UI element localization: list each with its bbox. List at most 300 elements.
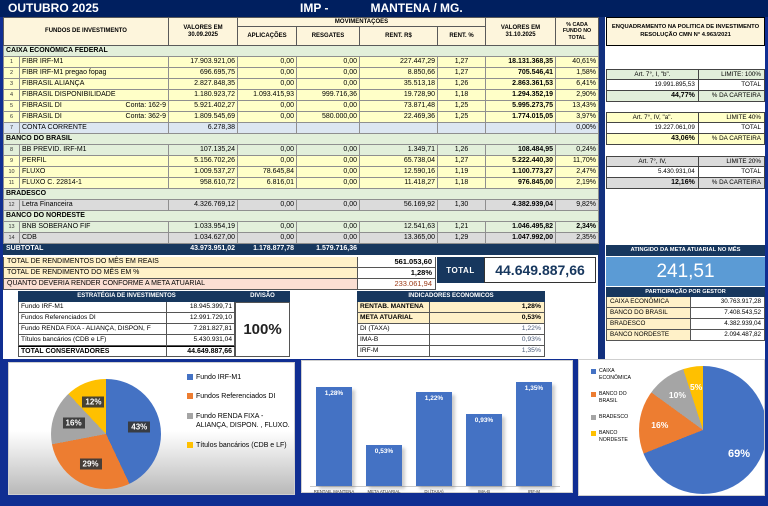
subtotal-empty	[556, 244, 599, 255]
rent-pct-cell[interactable]: 1,29	[438, 233, 486, 244]
gestor-value[interactable]: 7.408.543,52	[691, 308, 765, 319]
valor-3110-cell[interactable]: 1.047.992,00	[486, 233, 556, 244]
subtotal-label: SUBTOTAL	[4, 244, 169, 255]
legend-label: BRADESCO	[599, 414, 629, 421]
estrategia-row[interactable]	[18, 324, 235, 335]
row-number[interactable]: 10	[4, 167, 20, 178]
participacao-por-gestor-slice-label: 69%	[727, 448, 750, 461]
divisao-value[interactable]: 100%	[235, 302, 290, 357]
gestor-name: BANCO DO BRASIL	[606, 308, 691, 319]
row-number[interactable]: 7	[4, 123, 20, 134]
enq-limite: LIMITE 40%	[726, 114, 761, 121]
fund-row[interactable]	[4, 156, 599, 167]
fund-row[interactable]	[4, 101, 599, 112]
indicador-row[interactable]	[357, 302, 545, 313]
pct-total-cell[interactable]: 0,24%	[556, 145, 599, 156]
report-entity	[300, 0, 463, 17]
valor-0930-cell[interactable]: 1.033.954,19	[169, 222, 238, 233]
enq-limite: LIMITE: 100%	[721, 71, 761, 78]
rent-pct-cell[interactable]: 1,26	[438, 79, 486, 90]
fund-name: BNB SOBERANO FIF	[22, 223, 91, 230]
section-row[interactable]	[4, 134, 599, 145]
valor-3110-cell[interactable]: 5.222.440,30	[486, 156, 556, 167]
subtotal-resgates[interactable]: 1.579.716,36	[297, 244, 360, 255]
resgates-cell[interactable]: 0,00	[297, 233, 360, 244]
indicador-row[interactable]	[357, 324, 545, 335]
enq-total-label: TOTAL	[741, 81, 761, 88]
legend-item	[187, 392, 292, 401]
totais-label: TOTAL DE RENDIMENTO DO MÊS EM %	[3, 268, 358, 279]
valor-3110-cell[interactable]: 1.100.773,27	[486, 167, 556, 178]
section-name: BANCO DO BRASIL	[4, 134, 599, 145]
legend-label: CAIXA ECONÔMICA	[599, 368, 631, 382]
valor-0930-cell[interactable]: 6.278,38	[169, 123, 238, 134]
indicador-value[interactable]: 1,28%	[430, 302, 545, 313]
header-valores-0930[interactable]: VALORES EM 30.09.2025	[169, 18, 238, 46]
aplicacoes-cell[interactable]: 0,00	[238, 156, 297, 167]
rent-rs-cell[interactable]: 73.871,48	[360, 101, 438, 112]
fund-row[interactable]	[4, 79, 599, 90]
enquadramento-block	[606, 69, 765, 102]
indicadores-header: INDICADORES ECONOMICOS	[357, 291, 545, 302]
aplicacoes-cell[interactable]: 1.093.415,93	[238, 90, 297, 101]
subtotal-empty	[486, 244, 556, 255]
gestor-name: BRADESCO	[606, 319, 691, 330]
enquadramento-block	[606, 112, 765, 145]
fund-name-cell[interactable]	[20, 123, 169, 134]
gestor-value[interactable]: 2.094.487,82	[691, 330, 765, 341]
legend-item	[591, 430, 637, 444]
pct-total-cell[interactable]: 13,43%	[556, 101, 599, 112]
participacao-row[interactable]	[606, 319, 765, 330]
participacao-por-gestor-slice-label: 5%	[690, 382, 703, 393]
pie-chart-gestor-panel	[578, 359, 765, 496]
fund-row[interactable]	[4, 90, 599, 101]
fund-name-cell[interactable]	[20, 112, 169, 123]
rent-pct-cell[interactable]: 1,30	[438, 200, 486, 211]
divisao-por-estrategia-slice-label: 29%	[80, 459, 102, 470]
funds-table[interactable]	[3, 17, 599, 255]
fund-name-cell[interactable]	[20, 68, 169, 79]
pct-total-cell[interactable]: 0,00%	[556, 123, 599, 134]
fund-name: BB PREVID. IRF-M1	[22, 146, 87, 153]
rent-rs-cell[interactable]: 35.513,18	[360, 79, 438, 90]
row-number[interactable]: 5	[4, 101, 20, 112]
valor-0930-cell[interactable]: 4.326.769,12	[169, 200, 238, 211]
valor-3110-cell[interactable]: 5.995.273,75	[486, 101, 556, 112]
rent-pct-cell[interactable]: 1,21	[438, 222, 486, 233]
enq-total-label: TOTAL	[741, 124, 761, 131]
estrategia-header: ESTRATÉGIA DE INVESTIMENTOS	[18, 291, 235, 302]
resgates-cell[interactable]: 0,00	[297, 68, 360, 79]
totais-value[interactable]: 1,28%	[358, 268, 436, 279]
pct-total-cell[interactable]: 9,82%	[556, 200, 599, 211]
bar-value-label: 1,22%	[424, 395, 444, 402]
rent-rs-cell[interactable]: 65.738,04	[360, 156, 438, 167]
valor-0930-cell[interactable]: 958.610,72	[169, 178, 238, 189]
valor-0930-cell[interactable]: 696.695,75	[169, 68, 238, 79]
subtotal-empty	[438, 244, 486, 255]
gestor-value[interactable]: 30.763.917,28	[691, 297, 765, 308]
pct-total-cell[interactable]: 3,97%	[556, 112, 599, 123]
fund-row[interactable]	[4, 145, 599, 156]
fund-name: CDB	[22, 234, 37, 241]
fund-row[interactable]	[4, 57, 599, 68]
rent-rs-cell[interactable]: 12.590,16	[360, 167, 438, 178]
rent-pct-cell[interactable]: 1,19	[438, 167, 486, 178]
valor-3110-cell[interactable]	[486, 123, 556, 134]
total-label-cell[interactable]: TOTAL	[437, 257, 484, 283]
estrategia-name: Fundo IRF-M1	[18, 302, 167, 313]
fund-name-cell[interactable]	[20, 57, 169, 68]
rent-pct-cell[interactable]: 1,26	[438, 145, 486, 156]
resgates-cell[interactable]	[297, 123, 360, 134]
estrategia-row[interactable]	[18, 346, 235, 357]
aplicacoes-cell[interactable]: 6.816,01	[238, 178, 297, 189]
valor-3110-cell[interactable]: 2.863.361,53	[486, 79, 556, 90]
rent-pct-cell[interactable]: 1,27	[438, 156, 486, 167]
aplicacoes-cell[interactable]: 0,00	[238, 101, 297, 112]
indicador-row[interactable]	[357, 335, 545, 346]
aplicacoes-cell[interactable]: 0,00	[238, 233, 297, 244]
rent-pct-cell[interactable]: 1,27	[438, 68, 486, 79]
enquadramento-block	[606, 156, 765, 189]
valor-0930-cell[interactable]: 1.180.923,72	[169, 90, 238, 101]
enquadramento-header: ENQUADRAMENTO NA POLITICA DE INVESTIMENTO RESOLUÇÃO CMN N° 4.963/2021	[606, 17, 765, 46]
rent-rs-cell[interactable]: 19.728,90	[360, 90, 438, 101]
fund-name: FIBRASIL DI	[22, 102, 62, 109]
indicador-bar	[466, 414, 502, 486]
fund-row[interactable]	[4, 68, 599, 79]
participacao-row[interactable]	[606, 308, 765, 319]
rent-rs-cell[interactable]	[360, 123, 438, 134]
fund-name-cell[interactable]	[20, 222, 169, 233]
totais-row[interactable]	[3, 268, 436, 279]
participacao-row[interactable]	[606, 330, 765, 341]
pct-total-cell[interactable]: 11,70%	[556, 156, 599, 167]
bar-category-label: DI (TAXA)	[424, 489, 444, 494]
estrategia-row[interactable]	[18, 302, 235, 313]
fund-row[interactable]	[4, 222, 599, 233]
legend-item	[187, 373, 292, 382]
pct-total-cell[interactable]: 2,19%	[556, 178, 599, 189]
indicador-label: IRF-M	[357, 346, 430, 357]
legend-swatch	[591, 431, 596, 436]
legend-label: BANCO DO BRASIL	[599, 391, 627, 405]
resgates-cell[interactable]: 0,00	[297, 200, 360, 211]
legend-label: Fundos Referenciados DI	[196, 393, 276, 401]
vertical-divider	[598, 17, 605, 359]
rent-rs-cell[interactable]: 11.418,27	[360, 178, 438, 189]
legend-swatch	[187, 374, 193, 380]
fund-name: FIBRASIL ALIANÇA	[22, 80, 85, 87]
resgates-cell[interactable]: 0,00	[297, 167, 360, 178]
valor-3110-cell[interactable]: 705.546,41	[486, 68, 556, 79]
indicador-value[interactable]: 0,53%	[430, 313, 545, 324]
valor-3110-cell[interactable]: 4.382.939,04	[486, 200, 556, 211]
section-name: BRADESCO	[4, 189, 599, 200]
indicador-value[interactable]: 1,22%	[430, 324, 545, 335]
subtotal-row[interactable]	[4, 244, 599, 255]
rent-pct-cell[interactable]: 1,25	[438, 112, 486, 123]
estrategia-value[interactable]: 12.991.729,10	[167, 313, 235, 324]
fund-row[interactable]	[4, 112, 599, 123]
legend-item	[187, 441, 292, 450]
fund-name: FIBR IRF-M1 pregao fopag	[22, 69, 107, 76]
rent-rs-cell[interactable]: 1.349,71	[360, 145, 438, 156]
pct-total-cell[interactable]: 6,41%	[556, 79, 599, 90]
atingido-value[interactable]: 241,51	[606, 257, 765, 286]
rent-rs-cell[interactable]: 8.850,66	[360, 68, 438, 79]
rent-rs-cell[interactable]: 56.169,92	[360, 200, 438, 211]
totais-row[interactable]	[3, 279, 436, 290]
enq-total-valor[interactable]: 19.991.895,53	[607, 80, 699, 90]
enq-pct-carteira[interactable]: 43,06%	[607, 134, 699, 144]
valor-0930-cell[interactable]: 1.809.545,69	[169, 112, 238, 123]
enq-artigo: Art. 7°, IV,	[607, 157, 699, 166]
row-number[interactable]: 9	[4, 156, 20, 167]
estrategia-value[interactable]: 7.281.827,81	[167, 324, 235, 335]
valor-0930-cell[interactable]: 5.156.702,26	[169, 156, 238, 167]
rent-rs-cell[interactable]: 13.365,00	[360, 233, 438, 244]
bar-value-label: 0,53%	[374, 448, 394, 455]
enq-carteira-label: % DA CARTEIRA	[711, 179, 761, 186]
section-row[interactable]	[4, 211, 599, 222]
pct-total-cell[interactable]: 2,47%	[556, 167, 599, 178]
bar-category-label: RENTAB. MANTENA	[313, 489, 355, 494]
resgates-cell[interactable]: 0,00	[297, 57, 360, 68]
participacao-por-gestor-slice-label: 10%	[668, 389, 686, 400]
divisao-header: DIVISÃO	[235, 291, 290, 302]
subtotal-valor-0930[interactable]: 43.973.951,02	[169, 244, 238, 255]
rent-rs-cell[interactable]: 12.541,63	[360, 222, 438, 233]
subtotal-empty	[360, 244, 438, 255]
header-movimentacoes[interactable]: MOVIMENTAÇÕES	[238, 18, 486, 27]
totais-value[interactable]: 233.061,94	[358, 279, 436, 290]
fund-row[interactable]	[4, 123, 599, 134]
bar-category-label: IRF-M	[528, 489, 540, 494]
totais-label: TOTAL DE RENDIMENTOS DO MÊS EM REAIS	[3, 257, 358, 268]
fund-name: Letra Financeira	[22, 201, 73, 208]
fund-name: FLUXO	[22, 168, 46, 175]
fund-name-cell[interactable]	[20, 167, 169, 178]
estrategia-value[interactable]: 18.945.399,71	[167, 302, 235, 313]
legend-swatch	[187, 413, 193, 419]
aplicacoes-cell[interactable]: 0,00	[238, 222, 297, 233]
header-aplicacoes[interactable]: APLICAÇÕES	[238, 27, 297, 46]
aplicacoes-cell[interactable]: 0,00	[238, 112, 297, 123]
estrategia-row[interactable]	[18, 335, 235, 346]
resgates-cell[interactable]: 0,00	[297, 79, 360, 90]
aplicacoes-cell[interactable]: 78.645,84	[238, 167, 297, 178]
valor-3110-cell[interactable]: 18.131.368,35	[486, 57, 556, 68]
rent-rs-cell[interactable]: 227.447,29	[360, 57, 438, 68]
estrategia-name: Fundo RENDA FIXA - ALIANÇA, DISPON, F	[18, 324, 167, 335]
resgates-cell[interactable]: 0,00	[297, 145, 360, 156]
gestor-value[interactable]: 4.382.939,04	[691, 319, 765, 330]
gestor-name: CAIXA ECONÔMICA	[606, 297, 691, 308]
valor-3110-cell[interactable]: 108.484,95	[486, 145, 556, 156]
valor-0930-cell[interactable]: 17.903.921,06	[169, 57, 238, 68]
section-row[interactable]	[4, 46, 599, 57]
fund-name-cell[interactable]	[20, 233, 169, 244]
enq-total-label: TOTAL	[741, 168, 761, 175]
rent-pct-cell[interactable]: 1,25	[438, 101, 486, 112]
valor-0930-cell[interactable]: 107.135,24	[169, 145, 238, 156]
fund-name: FIBRASIL DI	[22, 113, 62, 120]
total-value-cell[interactable]: 44.649.887,66	[484, 257, 596, 283]
row-number[interactable]: 1	[4, 57, 20, 68]
row-number[interactable]: 11	[4, 178, 20, 189]
indicador-label: META ATUARIAL	[357, 313, 430, 324]
aplicacoes-cell[interactable]: 0,00	[238, 68, 297, 79]
valor-3110-cell[interactable]: 1.294.352,19	[486, 90, 556, 101]
enq-artigo: Art. 7°, IV, "a".	[607, 113, 699, 122]
fund-name-cell[interactable]	[20, 200, 169, 211]
aplicacoes-cell[interactable]: 0,00	[238, 145, 297, 156]
atingido-header: ATINGIDO DA META ATUARIAL NO MÊS	[606, 245, 765, 256]
enq-carteira-label: % DA CARTEIRA	[711, 92, 761, 99]
indicador-row[interactable]	[357, 346, 545, 357]
bar-baseline	[310, 486, 560, 487]
aplicacoes-cell[interactable]: 0,00	[238, 200, 297, 211]
subtotal-aplicacoes[interactable]: 1.178.877,78	[238, 244, 297, 255]
valor-0930-cell[interactable]: 1.034.627,00	[169, 233, 238, 244]
legend-label: Fundo RENDA FIXA - ALIANÇA, DISPON. , FLUXO.	[196, 412, 290, 430]
pie-chart-estrategia-panel	[8, 362, 295, 495]
estrategia-value[interactable]: 5.430.931,04	[167, 335, 235, 346]
valor-0930-cell[interactable]: 5.921.402,27	[169, 101, 238, 112]
header-rent-rs[interactable]: RENT. R$	[360, 27, 438, 46]
pct-total-cell[interactable]: 2,35%	[556, 233, 599, 244]
valor-0930-cell[interactable]: 1.009.537,27	[169, 167, 238, 178]
resgates-cell[interactable]: 0,00	[297, 156, 360, 167]
row-number[interactable]: 6	[4, 112, 20, 123]
legend-label: Títulos bancários (CDB e LF)	[196, 441, 287, 449]
valor-3110-cell[interactable]: 1.046.495,82	[486, 222, 556, 233]
participacao-por-gestor-slice-label: 16%	[651, 419, 669, 430]
gestor-name: BANCO NORDESTE	[606, 330, 691, 341]
estrategia-row[interactable]	[18, 313, 235, 324]
indicador-label: IMA-B	[357, 335, 430, 346]
row-number[interactable]: 14	[4, 233, 20, 244]
rent-pct-cell[interactable]	[438, 123, 486, 134]
legend-item	[591, 414, 637, 421]
indicador-bar	[516, 382, 552, 486]
header-rent-pct[interactable]: RENT. %	[438, 27, 486, 46]
fund-row[interactable]	[4, 200, 599, 211]
fund-row[interactable]	[4, 178, 599, 189]
row-number[interactable]: 13	[4, 222, 20, 233]
divisao-por-estrategia-slice-label: 43%	[128, 421, 150, 432]
rent-pct-cell[interactable]: 1,27	[438, 57, 486, 68]
legend-item	[591, 368, 637, 382]
fund-name: FIBRASIL DISPONIBILIDADE	[22, 91, 116, 98]
fund-name-cell[interactable]	[20, 145, 169, 156]
legend-swatch	[591, 415, 596, 420]
valor-0930-cell[interactable]: 2.827.848,35	[169, 79, 238, 90]
legend-label: Fundo IRF-M1	[196, 374, 242, 381]
enq-pct-carteira[interactable]: 12,16%	[607, 178, 699, 188]
enq-total-valor[interactable]: 5.430.931,04	[607, 167, 699, 177]
row-number[interactable]: 2	[4, 68, 20, 79]
bar-chart-indicadores-panel	[301, 360, 573, 493]
valor-3110-cell[interactable]: 976.845,00	[486, 178, 556, 189]
fund-conta: Conta: 162-9	[125, 102, 166, 109]
fund-name-cell[interactable]	[20, 90, 169, 101]
report-month: OUTUBRO 2025	[8, 1, 99, 15]
aplicacoes-cell[interactable]: 0,00	[238, 79, 297, 90]
row-number[interactable]: 4	[4, 90, 20, 101]
divisao-por-estrategia-pie	[51, 379, 161, 489]
rent-pct-cell[interactable]: 1,18	[438, 178, 486, 189]
pct-total-cell[interactable]: 2,34%	[556, 222, 599, 233]
totais-row[interactable]	[3, 257, 436, 268]
section-name: CAIXA ECONÔMICA FEDERAL	[4, 46, 599, 57]
resgates-cell[interactable]: 580.000,00	[297, 112, 360, 123]
resgates-cell[interactable]: 999.716,36	[297, 90, 360, 101]
section-name: BANCO DO NORDESTE	[4, 211, 599, 222]
enq-total-valor[interactable]: 19.227.061,09	[607, 123, 699, 133]
pct-total-cell[interactable]: 1,58%	[556, 68, 599, 79]
participacao-row[interactable]	[606, 297, 765, 308]
resgates-cell[interactable]: 0,00	[297, 178, 360, 189]
fund-row[interactable]	[4, 233, 599, 244]
fund-name: PERFIL	[22, 157, 47, 164]
fund-name-cell[interactable]	[20, 79, 169, 90]
aplicacoes-cell[interactable]	[238, 123, 297, 134]
enq-carteira-label: % DA CARTEIRA	[711, 135, 761, 142]
estrategia-name: Fundos Referenciados DI	[18, 313, 167, 324]
fund-name-cell[interactable]	[20, 178, 169, 189]
indicador-label: DI (TAXA)	[357, 324, 430, 335]
section-row[interactable]	[4, 189, 599, 200]
fund-row[interactable]	[4, 167, 599, 178]
estrategia-name: Títulos bancários (CDB e LF)	[18, 335, 167, 346]
rent-pct-cell[interactable]: 1,18	[438, 90, 486, 101]
header-fundos[interactable]: FUNDOS DE INVESTIMENTO	[4, 18, 169, 46]
indicador-value[interactable]: 1,35%	[430, 346, 545, 357]
header-resgates[interactable]: RESGATES	[297, 27, 360, 46]
totais-label: QUANTO DEVERIA RENDER CONFORME A META ATUARIAL	[3, 279, 358, 290]
aplicacoes-cell[interactable]: 0,00	[238, 57, 297, 68]
legend-swatch	[591, 392, 596, 397]
estrategia-value[interactable]: 44.649.887,66	[167, 346, 235, 357]
totais-value[interactable]: 561.053,60	[358, 257, 436, 268]
estrategia-name: TOTAL CONSERVADORES	[18, 346, 167, 357]
row-number[interactable]: 8	[4, 145, 20, 156]
indicador-label: RENTAB. MANTENA	[357, 302, 430, 313]
fund-name: CONTA CORRENTE	[22, 124, 87, 131]
divisao-por-estrategia-legend	[187, 373, 292, 450]
pct-total-cell[interactable]: 2,90%	[556, 90, 599, 101]
pct-total-cell[interactable]: 40,61%	[556, 57, 599, 68]
rent-rs-cell[interactable]: 22.469,36	[360, 112, 438, 123]
row-number[interactable]: 3	[4, 79, 20, 90]
valor-3110-cell[interactable]: 1.774.015,05	[486, 112, 556, 123]
enq-artigo: Art. 7°, I, "b".	[607, 70, 699, 79]
enq-pct-carteira[interactable]: 44,77%	[607, 91, 699, 101]
fund-name-cell[interactable]	[20, 156, 169, 167]
indicador-value[interactable]: 0,93%	[430, 335, 545, 346]
fund-name-cell[interactable]	[20, 101, 169, 112]
header-pct-total[interactable]: % CADA FUNDO NO TOTAL	[556, 18, 599, 46]
resgates-cell[interactable]: 0,00	[297, 101, 360, 112]
row-number[interactable]: 12	[4, 200, 20, 211]
header-valores-3110[interactable]: VALORES EM 31.10.2025	[486, 18, 556, 46]
indicador-row[interactable]	[357, 313, 545, 324]
resgates-cell[interactable]: 0,00	[297, 222, 360, 233]
